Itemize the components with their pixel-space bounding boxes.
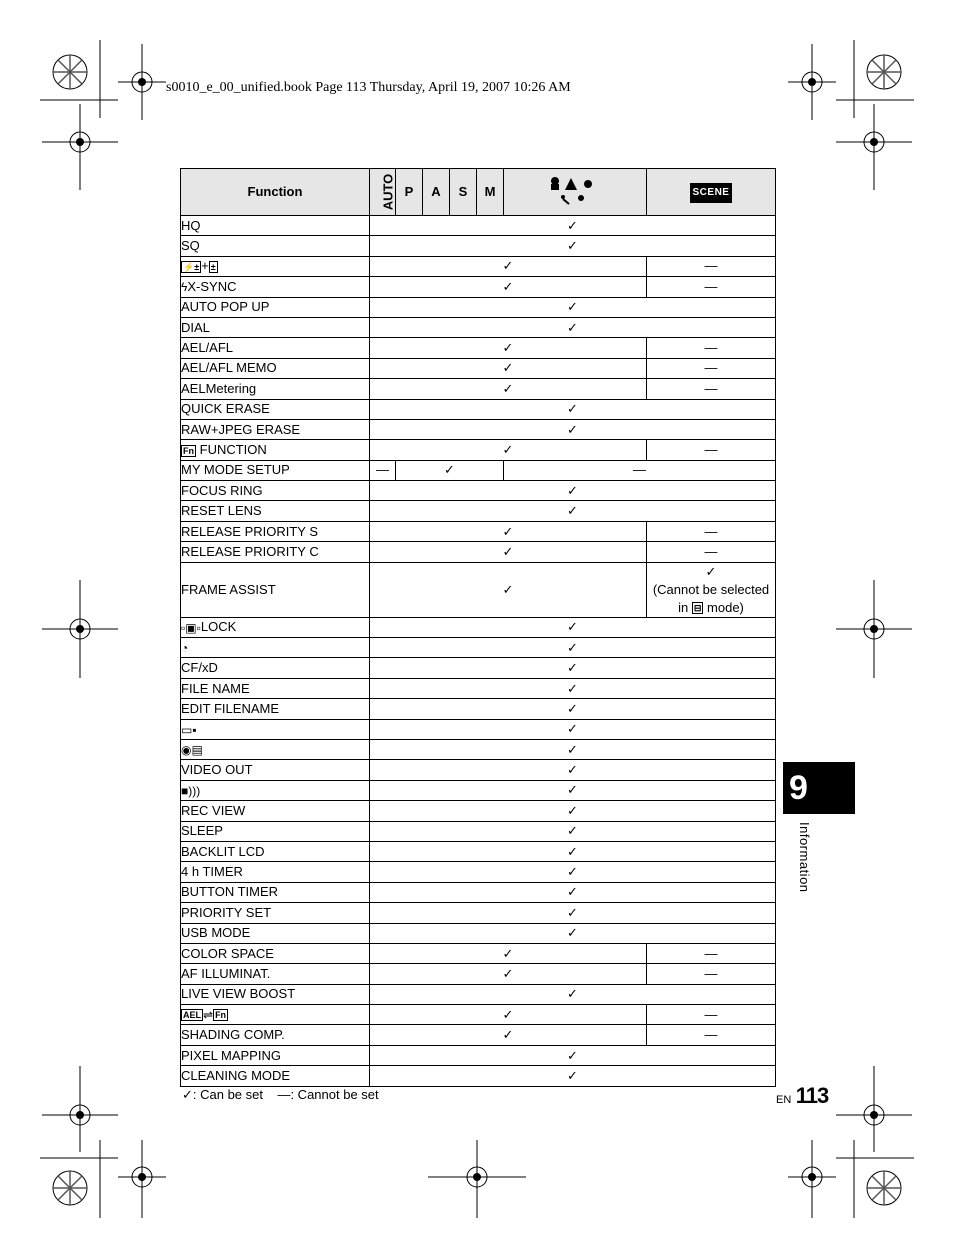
check-mark: ✓: [370, 984, 776, 1004]
check-mark: ✓: [370, 719, 776, 739]
swap-arrows-icon: ⇌: [203, 1008, 214, 1023]
table-row: [181, 923, 776, 943]
check-mark: ✓: [370, 678, 776, 698]
table-row: [181, 236, 776, 256]
check-mark: ✓: [370, 617, 776, 637]
function-label: QUICK ERASE: [181, 399, 370, 419]
function-label: RESET LENS: [181, 501, 370, 521]
table-row: [181, 882, 776, 902]
function-label: PIXEL MAPPING: [181, 1045, 370, 1065]
table-row: [181, 739, 776, 759]
function-label: RELEASE PRIORITY C: [181, 542, 370, 562]
col-header-scene-mode-icons: [504, 169, 647, 216]
table-row: [181, 297, 776, 317]
function-label: [181, 780, 370, 800]
col-header-function: Function: [181, 169, 370, 216]
table-row: [181, 1005, 776, 1025]
check-mark: ✓: [370, 542, 647, 562]
ael-afl-icon: AEL: [183, 1010, 201, 1021]
table-row: [181, 358, 776, 378]
check-mark: ✓: [370, 562, 647, 617]
function-label: AEL/AFL MEMO: [181, 358, 370, 378]
page-number: [776, 1083, 828, 1109]
check-mark: ✓: [370, 297, 776, 317]
table-header-row: [181, 169, 776, 216]
col-header-auto: AUTO: [370, 169, 396, 216]
function-label: BACKLIT LCD: [181, 841, 370, 861]
exposure-compensation-icon: ±: [210, 262, 216, 273]
check-mark: ✓: [370, 317, 776, 337]
page-language: EN: [776, 1094, 792, 1106]
scene-mode-icons: [545, 175, 605, 205]
table-row: [181, 460, 776, 480]
table-row: [181, 780, 776, 800]
check-mark: ✓: [370, 1066, 776, 1086]
function-label: [181, 739, 370, 759]
table-row: [181, 964, 776, 984]
check-mark: ✓: [370, 1005, 647, 1025]
check-mark: ✓: [370, 841, 776, 861]
table-row: [181, 699, 776, 719]
table-row: [181, 760, 776, 780]
beep-sound-icon: ■))): [181, 783, 201, 798]
table-row: [181, 338, 776, 358]
check-mark: ✓: [370, 419, 776, 439]
function-label: Fn FUNCTION: [181, 440, 370, 460]
table-row: [181, 562, 776, 617]
table-row: [181, 638, 776, 658]
check-mark: ✓: [370, 760, 776, 780]
check-mark: ✓: [396, 460, 504, 480]
check-mark: ✓: [370, 658, 776, 678]
table-row: [181, 943, 776, 963]
check-mark: ✓: [370, 358, 647, 378]
table-row: [181, 317, 776, 337]
table-row: [181, 542, 776, 562]
function-label: ⚡± + ±: [181, 256, 370, 276]
table-row: [181, 216, 776, 236]
check-mark: ✓: [370, 699, 776, 719]
flash-icon: ϟ: [181, 280, 188, 295]
function-label: [181, 719, 370, 739]
function-label: SQ: [181, 236, 370, 256]
check-mark: ✓: [370, 521, 647, 541]
function-label: ϟX-SYNC: [181, 277, 370, 297]
dash-mark: —: [647, 338, 776, 358]
dash-mark: —: [647, 521, 776, 541]
check-mark: ✓: [370, 964, 647, 984]
function-label: REC VIEW: [181, 801, 370, 821]
check-mark: ✓: [370, 481, 776, 501]
function-label: [181, 638, 370, 658]
legend-can-be-set: ✓: Can be set: [182, 1087, 263, 1102]
check-mark: ✓: [370, 780, 776, 800]
check-mark: ✓: [370, 440, 647, 460]
function-label: 4 h TIMER: [181, 862, 370, 882]
file-info-header: s0010_e_00_unified.book Page 113 Thursday, April 19, 2007 10:26 AM: [166, 80, 571, 95]
dash-mark: —: [647, 964, 776, 984]
table-row: [181, 501, 776, 521]
function-label: HQ: [181, 216, 370, 236]
table-row: [181, 399, 776, 419]
function-label: USB MODE: [181, 923, 370, 943]
dash-mark: —: [647, 440, 776, 460]
check-mark: ✓: [370, 236, 776, 256]
dash-mark: —: [647, 943, 776, 963]
dash-mark: —: [647, 358, 776, 378]
table-row: [181, 1045, 776, 1065]
function-label: AF ILLUMINAT.: [181, 964, 370, 984]
function-label: FRAME ASSIST: [181, 562, 370, 617]
check-mark: ✓: [370, 739, 776, 759]
table-row: [181, 521, 776, 541]
function-label: FILE NAME: [181, 678, 370, 698]
frame-assist-scene-note: ✓ (Cannot be selected in ⊟ mode): [647, 562, 776, 617]
table-row: [181, 984, 776, 1004]
table-row: [181, 379, 776, 399]
panorama-icon: ⊟: [693, 603, 702, 614]
dash-mark: —: [647, 542, 776, 562]
dash-mark: —: [647, 277, 776, 297]
table-row: [181, 862, 776, 882]
check-mark: ✓: [370, 862, 776, 882]
language-icon: ◉▤: [181, 742, 203, 757]
af-frame-icon: ▫▣▫: [181, 620, 201, 635]
dash-mark: —: [647, 256, 776, 276]
function-label: MY MODE SETUP: [181, 460, 370, 480]
check-mark: ✓: [370, 399, 776, 419]
table-row: [181, 617, 776, 637]
dash-mark: —: [647, 1025, 776, 1045]
check-mark: ✓: [370, 338, 647, 358]
function-label: CF/xD: [181, 658, 370, 678]
check-mark: ✓: [370, 903, 776, 923]
table-row: [181, 658, 776, 678]
function-label: RAW+JPEG ERASE: [181, 419, 370, 439]
dash-mark: —: [647, 1005, 776, 1025]
table-row: [181, 719, 776, 739]
col-header-p: P: [396, 169, 423, 216]
function-label: FOCUS RING: [181, 481, 370, 501]
function-label: AELMetering: [181, 379, 370, 399]
check-mark: ✓: [370, 379, 647, 399]
table-row: [181, 678, 776, 698]
function-label: LIVE VIEW BOOST: [181, 984, 370, 1004]
table-row: [181, 903, 776, 923]
dash-mark: —: [647, 379, 776, 399]
function-label: VIDEO OUT: [181, 760, 370, 780]
function-label: CLEANING MODE: [181, 1066, 370, 1086]
function-label: PRIORITY SET: [181, 903, 370, 923]
function-label: SHADING COMP.: [181, 1025, 370, 1045]
monitor-brightness-icon: ▭▪: [181, 722, 197, 737]
chapter-number-tab: 9: [783, 762, 855, 814]
table-row: [181, 481, 776, 501]
dash-mark: —: [370, 460, 396, 480]
col-header-s: S: [450, 169, 477, 216]
function-label: AUTO POP UP: [181, 297, 370, 317]
table-row: [181, 419, 776, 439]
function-label: AEL/AFL: [181, 338, 370, 358]
function-label: RELEASE PRIORITY S: [181, 521, 370, 541]
table-row: [181, 801, 776, 821]
check-mark: ✓: [370, 923, 776, 943]
col-header-a: A: [423, 169, 450, 216]
table-row: [181, 277, 776, 297]
table-row: [181, 1025, 776, 1045]
check-mark: ✓: [370, 277, 647, 297]
function-label: [181, 1005, 370, 1025]
check-mark: ✓: [370, 216, 776, 236]
col-header-m: M: [477, 169, 504, 216]
check-mark: ✓: [370, 1045, 776, 1065]
table-row: [181, 1066, 776, 1086]
check-mark: ✓: [370, 882, 776, 902]
flash-compensation-icon: ⚡±: [183, 262, 200, 273]
function-label: BUTTON TIMER: [181, 882, 370, 902]
check-mark: ✓: [370, 821, 776, 841]
legend-cannot-be-set: —: Cannot be set: [277, 1087, 379, 1102]
chapter-label: Information: [797, 822, 812, 893]
function-availability-table: [180, 168, 776, 1087]
function-label: DIAL: [181, 317, 370, 337]
function-label: COLOR SPACE: [181, 943, 370, 963]
table-row: [181, 821, 776, 841]
check-mark: ✓: [370, 638, 776, 658]
table-row: [181, 841, 776, 861]
fn-button-icon: Fn: [183, 445, 194, 456]
check-mark: ✓: [370, 943, 647, 963]
clock-icon: ◔: [181, 641, 189, 655]
fn-small-icon: Fn: [215, 1010, 227, 1021]
table-legend: [182, 1087, 379, 1103]
dash-mark: —: [504, 460, 776, 480]
table-row: [181, 256, 776, 276]
check-mark: ✓: [370, 1025, 647, 1045]
function-label: EDIT FILENAME: [181, 699, 370, 719]
check-mark: ✓: [370, 501, 776, 521]
check-mark: ✓: [370, 801, 776, 821]
function-label: SLEEP: [181, 821, 370, 841]
col-header-scene: SCENE: [647, 169, 776, 216]
page-number-value: 113: [795, 1083, 829, 1108]
table-row: [181, 440, 776, 460]
function-label: ▫▣▫LOCK: [181, 617, 370, 637]
check-mark: ✓: [370, 256, 647, 276]
